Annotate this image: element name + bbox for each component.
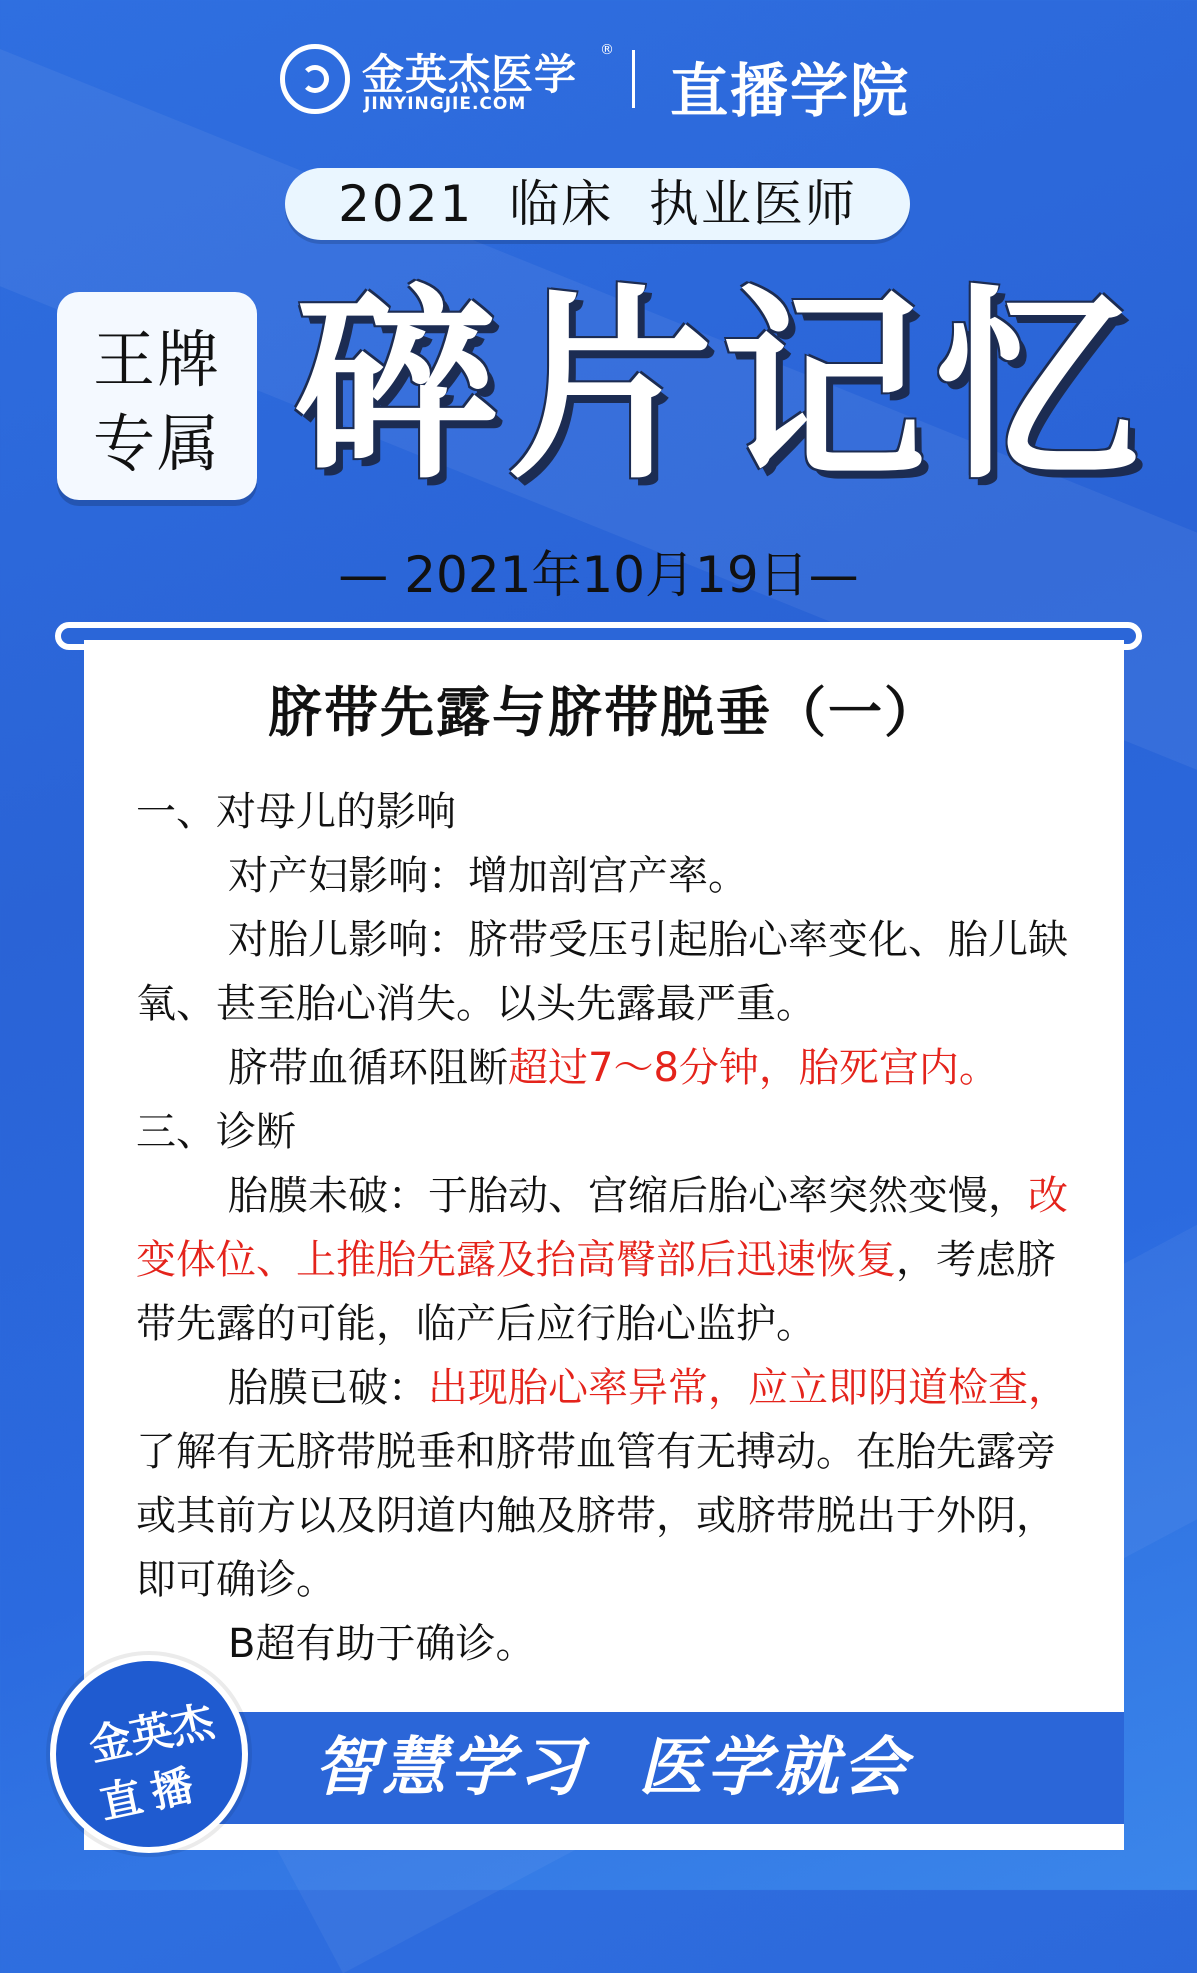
highlight-text: 出现胎心率异常，应立即阴道检查， (428, 1365, 1068, 1411)
paragraph-text: ，考虑脐带先露的可能，临产后应行胎心监护。 (136, 1237, 1056, 1347)
brand-divider (632, 50, 635, 108)
card-title: 脐带先露与脐带脱垂（一） (268, 681, 940, 744)
paragraph (136, 1036, 1086, 1100)
brand-name: 金英杰医学 (362, 50, 578, 99)
paragraph: B超有助于确诊。 (228, 1621, 536, 1667)
exam-label: 2021 临床 执业医师 (285, 168, 910, 240)
highlight-text: 超过7～8分钟，胎死宫内。 (508, 1045, 999, 1091)
paragraph-text: 胎膜未破：于胎动、宫缩后胎心率突然变慢， (228, 1173, 1028, 1219)
paragraph: 对胎儿影响：脐带受压引起胎心率变化、胎儿缺氧、甚至胎心消失。以头先露最严重。 (136, 917, 1068, 1027)
section-heading: 一、对母儿的影响 (136, 789, 456, 835)
badge-line2: 专属 (92, 407, 221, 480)
card-content (136, 780, 1086, 1676)
paragraph-text: 脐带血循环阻断 (228, 1045, 508, 1091)
date-line: — 2021年10月19日— (338, 546, 859, 604)
main-title: 碎片记忆 (295, 269, 1147, 507)
paragraph-text: 胎膜已破： (228, 1365, 428, 1411)
highlight-text: 改变体位、上推胎先露及抬高臀部后迅速恢复 (136, 1173, 1068, 1283)
brand-subtitle: 直播学院 (670, 57, 911, 125)
brand-header (0, 40, 1197, 125)
section-heading: 三、诊断 (136, 1109, 296, 1155)
content-card (84, 640, 1124, 1850)
live-stamp-icon (50, 1655, 248, 1853)
registered-mark: ® (600, 42, 614, 58)
badge-line1: 王牌 (92, 323, 221, 396)
paragraph (136, 1164, 1086, 1356)
ace-badge (57, 292, 257, 500)
paragraph (136, 1356, 1086, 1612)
paragraph-text: 了解有无脐带脱垂和脐带血管有无搏动。在胎先露旁或其前方以及阴道内触及脐带，或脐带脱出于外阴，即可确诊。 (136, 1429, 1056, 1603)
stamp-line1: 金英杰 (84, 1696, 219, 1771)
paragraph: 对产妇影响：增加剖宫产率。 (228, 853, 748, 899)
stamp-line2: 直播 (95, 1758, 208, 1829)
brand-domain: JINYINGJIE.COM (364, 94, 527, 114)
footer-slogan: 智慧学习 医学就会 (314, 1731, 911, 1805)
brand-logo-icon (280, 44, 350, 114)
